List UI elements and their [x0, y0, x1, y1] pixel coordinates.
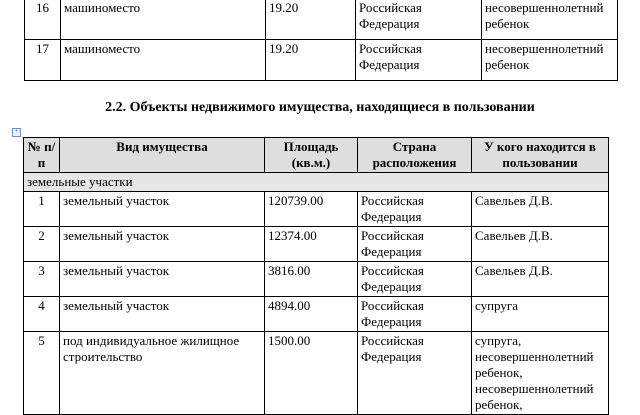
property-country: Российская Федерация — [358, 192, 472, 227]
row-number: 1 — [24, 192, 60, 227]
row-number: 16 — [25, 0, 61, 40]
property-owner: Савельев Д.В. — [472, 227, 609, 262]
property-type: земельный участок — [60, 262, 265, 297]
property-owner: супруга, несовершеннолетний ребенок, несовершеннолетний ребенок, — [472, 332, 609, 415]
row-number: 3 — [24, 262, 60, 297]
property-area: 19.20 — [266, 40, 356, 81]
property-country: Российская Федерация — [356, 0, 482, 40]
table-row — [24, 227, 609, 262]
property-country: Российская Федерация — [358, 262, 472, 297]
owned-property-table — [24, 0, 618, 81]
property-owner: Савельев Д.В. — [472, 192, 609, 227]
section-title: 2.2. Объекты недвижимого имущества, находящиеся в пользовании — [105, 100, 535, 115]
property-area: 120739.00 — [265, 192, 358, 227]
property-owner: несовершеннолетний ребенок — [482, 40, 618, 81]
property-type: земельный участок — [60, 192, 265, 227]
row-number: 4 — [24, 297, 60, 332]
group-row — [24, 173, 609, 192]
row-number: 17 — [25, 40, 61, 81]
property-owner: Савельев Д.В. — [472, 262, 609, 297]
property-area: 3816.00 — [265, 262, 358, 297]
row-number: 2 — [24, 227, 60, 262]
table-move-handle-icon[interactable]: + — [12, 128, 21, 137]
table-header-row — [24, 138, 609, 173]
property-area: 12374.00 — [265, 227, 358, 262]
property-country: Российская Федерация — [358, 227, 472, 262]
property-country: Российская Федерация — [358, 332, 472, 415]
header-type: Вид имущества — [60, 138, 265, 173]
header-owner: У кого находится в пользовании — [472, 138, 609, 173]
property-owner: супруга — [472, 297, 609, 332]
property-country: Российская Федерация — [358, 297, 472, 332]
property-country: Российская Федерация — [356, 40, 482, 81]
table-row — [24, 297, 609, 332]
table-row — [24, 192, 609, 227]
header-num: № п/п — [24, 138, 60, 173]
header-area: Площадь (кв.м.) — [265, 138, 358, 173]
property-area: 19.20 — [266, 0, 356, 40]
property-type: под индивидуальное жилищное строительство — [60, 332, 265, 415]
table-row — [24, 332, 609, 415]
property-area: 4894.00 — [265, 297, 358, 332]
group-label: земельные участки — [24, 173, 609, 192]
used-property-table — [23, 137, 609, 415]
row-number: 5 — [24, 332, 60, 415]
table-row — [25, 0, 618, 40]
table-row — [24, 262, 609, 297]
property-type: машиноместо — [61, 0, 266, 40]
header-country: Страна расположения — [358, 138, 472, 173]
property-type: земельный участок — [60, 297, 265, 332]
table-row — [25, 40, 618, 81]
property-type: машиноместо — [61, 40, 266, 81]
property-owner: несовершеннолетний ребенок — [482, 0, 618, 40]
property-type: земельный участок — [60, 227, 265, 262]
property-area: 1500.00 — [265, 332, 358, 415]
